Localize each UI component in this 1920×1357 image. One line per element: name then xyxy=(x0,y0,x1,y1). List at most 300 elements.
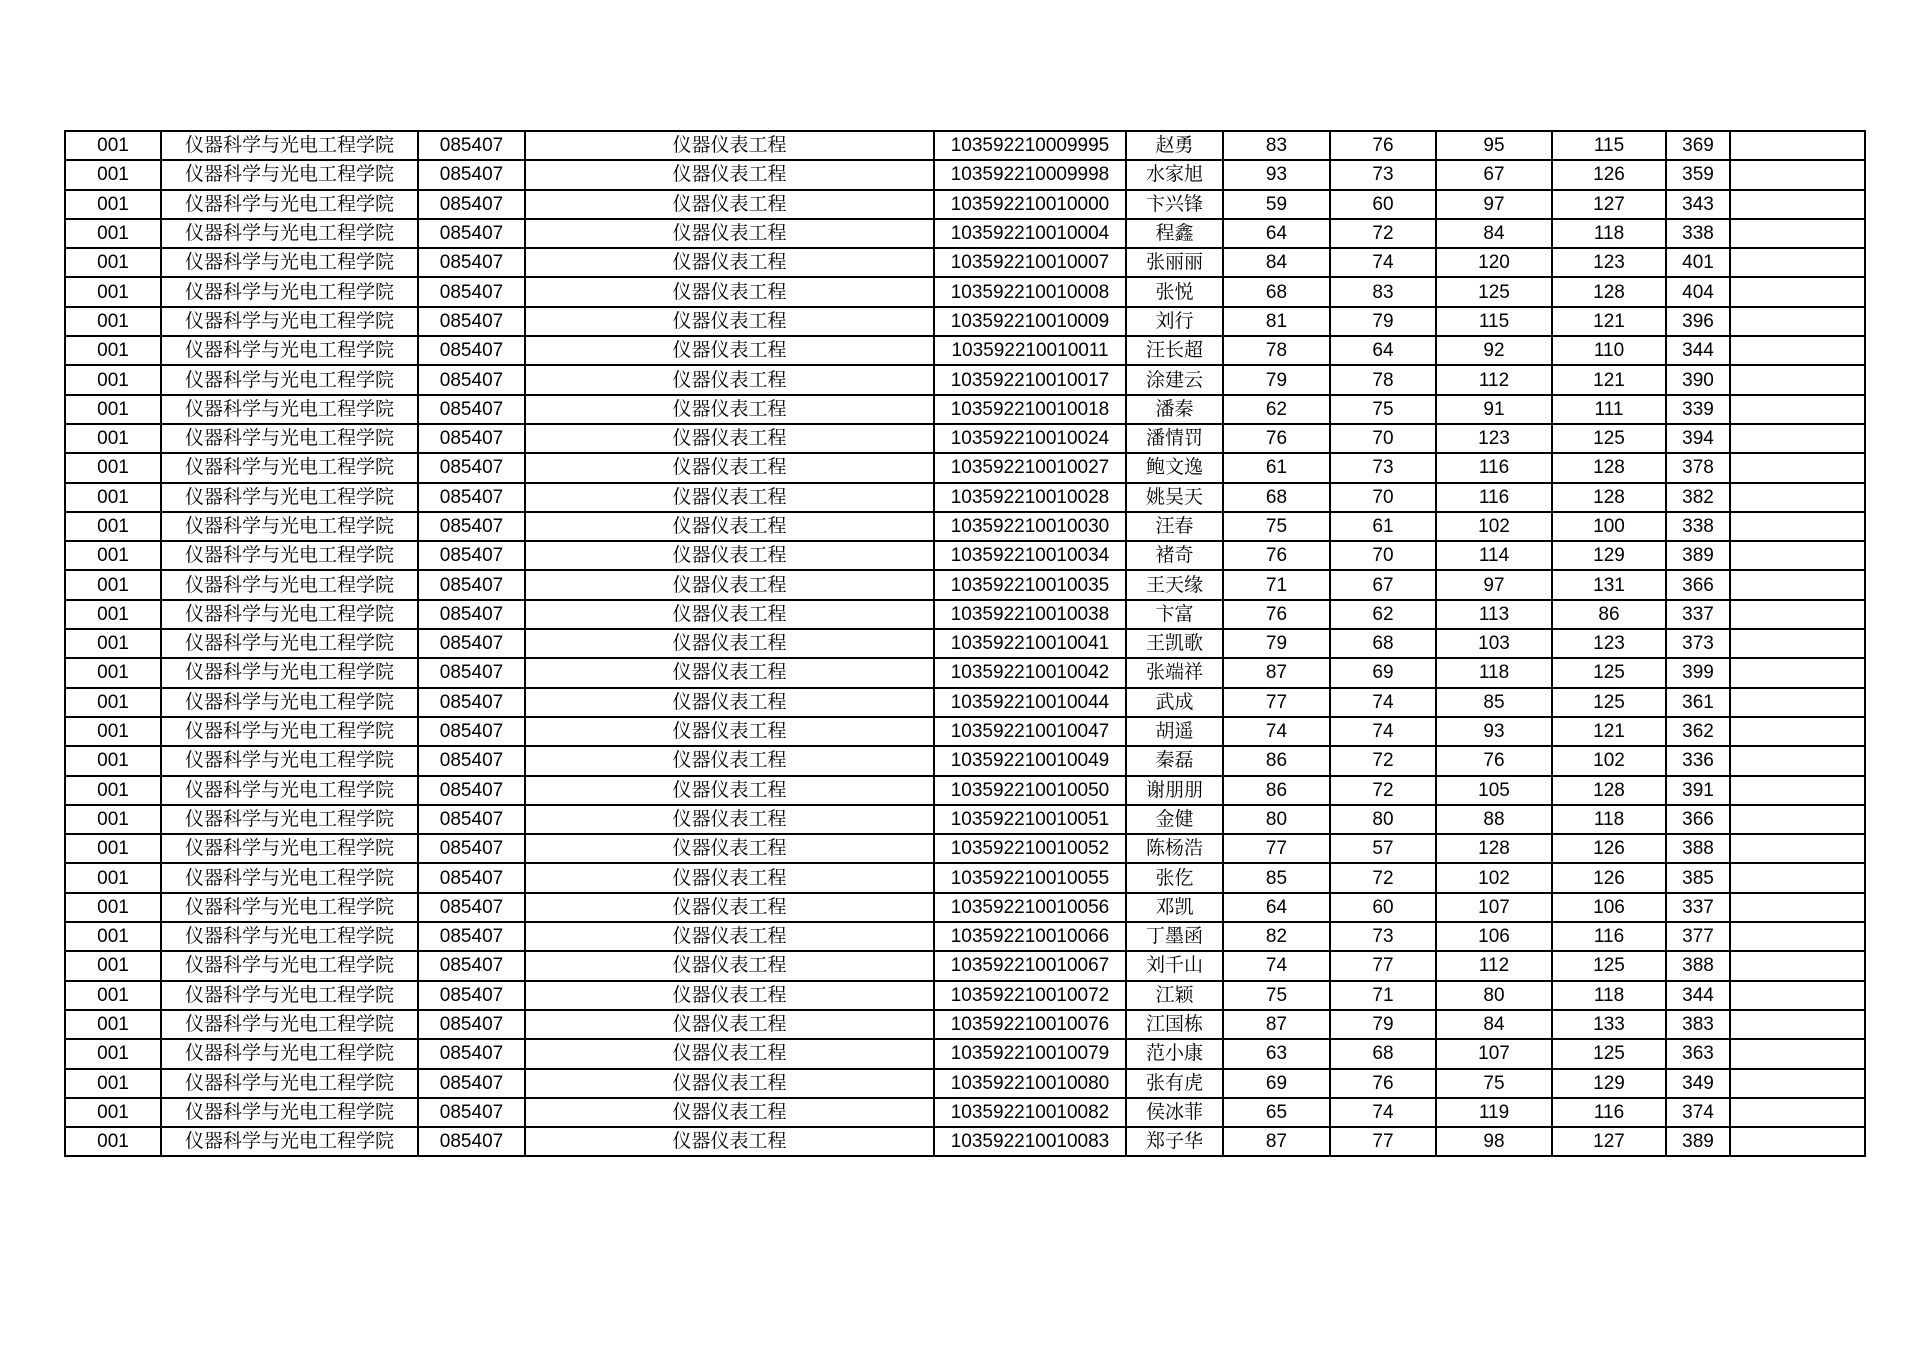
total-score-cell: 344 xyxy=(1666,981,1730,1010)
student-name-cell: 褚奇 xyxy=(1126,541,1223,570)
score-2-cell: 72 xyxy=(1330,776,1436,805)
note-cell xyxy=(1730,483,1865,512)
school-cell: 仪器科学与光电工程学院 xyxy=(161,600,418,629)
score-2-cell: 60 xyxy=(1330,190,1436,219)
score-3-cell: 88 xyxy=(1436,805,1552,834)
major-cell: 仪器仪表工程 xyxy=(525,629,934,658)
score-4-cell: 100 xyxy=(1552,512,1666,541)
table-row xyxy=(65,365,1865,394)
major-cell: 仪器仪表工程 xyxy=(525,1127,934,1156)
score-2-cell: 70 xyxy=(1330,424,1436,453)
exam-id-cell: 103592210010080 xyxy=(934,1069,1126,1098)
score-4-cell: 111 xyxy=(1552,395,1666,424)
unit-code-cell: 001 xyxy=(65,1039,161,1068)
table-row xyxy=(65,424,1865,453)
exam-id-cell: 103592210010055 xyxy=(934,863,1126,892)
student-name-cell: 涂建云 xyxy=(1126,365,1223,394)
table-row xyxy=(65,863,1865,892)
score-1-cell: 79 xyxy=(1223,629,1330,658)
school-cell: 仪器科学与光电工程学院 xyxy=(161,570,418,599)
major-code-cell: 085407 xyxy=(418,453,525,482)
exam-id-cell: 103592210010018 xyxy=(934,395,1126,424)
unit-code-cell: 001 xyxy=(65,717,161,746)
student-name-cell: 武成 xyxy=(1126,688,1223,717)
score-2-cell: 69 xyxy=(1330,658,1436,687)
school-cell: 仪器科学与光电工程学院 xyxy=(161,1127,418,1156)
school-cell: 仪器科学与光电工程学院 xyxy=(161,219,418,248)
major-code-cell: 085407 xyxy=(418,1098,525,1127)
total-score-cell: 383 xyxy=(1666,1010,1730,1039)
score-4-cell: 121 xyxy=(1552,307,1666,336)
score-3-cell: 80 xyxy=(1436,981,1552,1010)
score-3-cell: 116 xyxy=(1436,453,1552,482)
table-row xyxy=(65,248,1865,277)
exam-id-cell: 103592210010052 xyxy=(934,834,1126,863)
major-cell: 仪器仪表工程 xyxy=(525,893,934,922)
note-cell xyxy=(1730,863,1865,892)
score-4-cell: 118 xyxy=(1552,805,1666,834)
major-cell: 仪器仪表工程 xyxy=(525,248,934,277)
unit-code-cell: 001 xyxy=(65,219,161,248)
table-row xyxy=(65,219,1865,248)
note-cell xyxy=(1730,600,1865,629)
total-score-cell: 378 xyxy=(1666,453,1730,482)
major-cell: 仪器仪表工程 xyxy=(525,1069,934,1098)
score-3-cell: 102 xyxy=(1436,863,1552,892)
major-code-cell: 085407 xyxy=(418,570,525,599)
note-cell xyxy=(1730,570,1865,599)
note-cell xyxy=(1730,658,1865,687)
major-code-cell: 085407 xyxy=(418,863,525,892)
major-code-cell: 085407 xyxy=(418,981,525,1010)
score-2-cell: 76 xyxy=(1330,131,1436,160)
total-score-cell: 337 xyxy=(1666,893,1730,922)
note-cell xyxy=(1730,307,1865,336)
table-row xyxy=(65,160,1865,189)
score-1-cell: 64 xyxy=(1223,219,1330,248)
table-row xyxy=(65,951,1865,980)
school-cell: 仪器科学与光电工程学院 xyxy=(161,658,418,687)
school-cell: 仪器科学与光电工程学院 xyxy=(161,131,418,160)
major-cell: 仪器仪表工程 xyxy=(525,277,934,306)
student-name-cell: 张悦 xyxy=(1126,277,1223,306)
unit-code-cell: 001 xyxy=(65,541,161,570)
note-cell xyxy=(1730,160,1865,189)
major-cell: 仪器仪表工程 xyxy=(525,658,934,687)
major-cell: 仪器仪表工程 xyxy=(525,336,934,365)
score-4-cell: 123 xyxy=(1552,248,1666,277)
major-cell: 仪器仪表工程 xyxy=(525,1098,934,1127)
unit-code-cell: 001 xyxy=(65,483,161,512)
total-score-cell: 401 xyxy=(1666,248,1730,277)
total-score-cell: 369 xyxy=(1666,131,1730,160)
exam-id-cell: 103592210010049 xyxy=(934,746,1126,775)
exam-id-cell: 103592210010076 xyxy=(934,1010,1126,1039)
score-3-cell: 84 xyxy=(1436,219,1552,248)
score-4-cell: 127 xyxy=(1552,190,1666,219)
exam-id-cell: 103592210010027 xyxy=(934,453,1126,482)
table-row xyxy=(65,453,1865,482)
score-3-cell: 95 xyxy=(1436,131,1552,160)
note-cell xyxy=(1730,336,1865,365)
table-row xyxy=(65,1127,1865,1156)
major-code-cell: 085407 xyxy=(418,512,525,541)
score-4-cell: 106 xyxy=(1552,893,1666,922)
unit-code-cell: 001 xyxy=(65,981,161,1010)
score-1-cell: 87 xyxy=(1223,1010,1330,1039)
major-cell: 仪器仪表工程 xyxy=(525,395,934,424)
exam-id-cell: 103592210010038 xyxy=(934,600,1126,629)
table-row xyxy=(65,336,1865,365)
major-cell: 仪器仪表工程 xyxy=(525,717,934,746)
total-score-cell: 361 xyxy=(1666,688,1730,717)
score-2-cell: 57 xyxy=(1330,834,1436,863)
score-3-cell: 120 xyxy=(1436,248,1552,277)
score-1-cell: 77 xyxy=(1223,834,1330,863)
unit-code-cell: 001 xyxy=(65,629,161,658)
student-name-cell: 范小康 xyxy=(1126,1039,1223,1068)
exam-id-cell: 103592210010050 xyxy=(934,776,1126,805)
school-cell: 仪器科学与光电工程学院 xyxy=(161,746,418,775)
table-row xyxy=(65,1098,1865,1127)
score-4-cell: 86 xyxy=(1552,600,1666,629)
score-1-cell: 65 xyxy=(1223,1098,1330,1127)
total-score-cell: 362 xyxy=(1666,717,1730,746)
major-cell: 仪器仪表工程 xyxy=(525,834,934,863)
unit-code-cell: 001 xyxy=(65,746,161,775)
major-code-cell: 085407 xyxy=(418,219,525,248)
school-cell: 仪器科学与光电工程学院 xyxy=(161,834,418,863)
score-1-cell: 86 xyxy=(1223,746,1330,775)
total-score-cell: 366 xyxy=(1666,805,1730,834)
student-name-cell: 卞富 xyxy=(1126,600,1223,629)
score-4-cell: 125 xyxy=(1552,658,1666,687)
major-code-cell: 085407 xyxy=(418,717,525,746)
school-cell: 仪器科学与光电工程学院 xyxy=(161,512,418,541)
major-cell: 仪器仪表工程 xyxy=(525,951,934,980)
score-2-cell: 75 xyxy=(1330,395,1436,424)
score-3-cell: 85 xyxy=(1436,688,1552,717)
table-row xyxy=(65,600,1865,629)
score-4-cell: 110 xyxy=(1552,336,1666,365)
total-score-cell: 385 xyxy=(1666,863,1730,892)
major-code-cell: 085407 xyxy=(418,951,525,980)
score-4-cell: 118 xyxy=(1552,219,1666,248)
total-score-cell: 388 xyxy=(1666,834,1730,863)
score-3-cell: 76 xyxy=(1436,746,1552,775)
score-4-cell: 125 xyxy=(1552,424,1666,453)
exam-id-cell: 103592210010082 xyxy=(934,1098,1126,1127)
student-name-cell: 秦磊 xyxy=(1126,746,1223,775)
score-2-cell: 72 xyxy=(1330,746,1436,775)
school-cell: 仪器科学与光电工程学院 xyxy=(161,629,418,658)
exam-id-cell: 103592210010034 xyxy=(934,541,1126,570)
score-2-cell: 61 xyxy=(1330,512,1436,541)
exam-id-cell: 103592210010066 xyxy=(934,922,1126,951)
major-cell: 仪器仪表工程 xyxy=(525,365,934,394)
score-3-cell: 112 xyxy=(1436,365,1552,394)
score-3-cell: 118 xyxy=(1436,658,1552,687)
major-cell: 仪器仪表工程 xyxy=(525,512,934,541)
unit-code-cell: 001 xyxy=(65,863,161,892)
exam-id-cell: 103592210009998 xyxy=(934,160,1126,189)
major-code-cell: 085407 xyxy=(418,248,525,277)
major-code-cell: 085407 xyxy=(418,365,525,394)
unit-code-cell: 001 xyxy=(65,1010,161,1039)
major-code-cell: 085407 xyxy=(418,277,525,306)
note-cell xyxy=(1730,219,1865,248)
major-cell: 仪器仪表工程 xyxy=(525,453,934,482)
major-cell: 仪器仪表工程 xyxy=(525,219,934,248)
major-code-cell: 085407 xyxy=(418,658,525,687)
school-cell: 仪器科学与光电工程学院 xyxy=(161,483,418,512)
student-name-cell: 卞兴锋 xyxy=(1126,190,1223,219)
major-code-cell: 085407 xyxy=(418,395,525,424)
table-row xyxy=(65,658,1865,687)
score-1-cell: 63 xyxy=(1223,1039,1330,1068)
table-row xyxy=(65,570,1865,599)
school-cell: 仪器科学与光电工程学院 xyxy=(161,424,418,453)
table-row xyxy=(65,776,1865,805)
unit-code-cell: 001 xyxy=(65,600,161,629)
exam-id-cell: 103592210010079 xyxy=(934,1039,1126,1068)
exam-id-cell: 103592210010011 xyxy=(934,336,1126,365)
unit-code-cell: 001 xyxy=(65,190,161,219)
score-3-cell: 115 xyxy=(1436,307,1552,336)
major-code-cell: 085407 xyxy=(418,629,525,658)
score-1-cell: 69 xyxy=(1223,1069,1330,1098)
exam-id-cell: 103592210010024 xyxy=(934,424,1126,453)
student-name-cell: 汪春 xyxy=(1126,512,1223,541)
score-3-cell: 92 xyxy=(1436,336,1552,365)
major-cell: 仪器仪表工程 xyxy=(525,160,934,189)
unit-code-cell: 001 xyxy=(65,1069,161,1098)
score-2-cell: 74 xyxy=(1330,717,1436,746)
table-row xyxy=(65,483,1865,512)
score-4-cell: 125 xyxy=(1552,688,1666,717)
score-1-cell: 77 xyxy=(1223,688,1330,717)
score-4-cell: 128 xyxy=(1552,277,1666,306)
unit-code-cell: 001 xyxy=(65,688,161,717)
unit-code-cell: 001 xyxy=(65,160,161,189)
score-4-cell: 128 xyxy=(1552,776,1666,805)
note-cell xyxy=(1730,688,1865,717)
score-1-cell: 75 xyxy=(1223,512,1330,541)
exam-id-cell: 103592210010009 xyxy=(934,307,1126,336)
exam-id-cell: 103592210010000 xyxy=(934,190,1126,219)
school-cell: 仪器科学与光电工程学院 xyxy=(161,1039,418,1068)
school-cell: 仪器科学与光电工程学院 xyxy=(161,277,418,306)
score-1-cell: 87 xyxy=(1223,1127,1330,1156)
student-name-cell: 张有虎 xyxy=(1126,1069,1223,1098)
student-name-cell: 张仡 xyxy=(1126,863,1223,892)
note-cell xyxy=(1730,746,1865,775)
major-cell: 仪器仪表工程 xyxy=(525,746,934,775)
student-name-cell: 潘秦 xyxy=(1126,395,1223,424)
score-1-cell: 82 xyxy=(1223,922,1330,951)
unit-code-cell: 001 xyxy=(65,1098,161,1127)
student-name-cell: 郑子华 xyxy=(1126,1127,1223,1156)
total-score-cell: 388 xyxy=(1666,951,1730,980)
table-row xyxy=(65,834,1865,863)
total-score-cell: 337 xyxy=(1666,600,1730,629)
exam-id-cell: 103592210009995 xyxy=(934,131,1126,160)
score-2-cell: 78 xyxy=(1330,365,1436,394)
note-cell xyxy=(1730,395,1865,424)
student-name-cell: 谢朋朋 xyxy=(1126,776,1223,805)
table-row xyxy=(65,688,1865,717)
score-3-cell: 107 xyxy=(1436,1039,1552,1068)
total-score-cell: 344 xyxy=(1666,336,1730,365)
school-cell: 仪器科学与光电工程学院 xyxy=(161,307,418,336)
note-cell xyxy=(1730,248,1865,277)
note-cell xyxy=(1730,190,1865,219)
score-2-cell: 83 xyxy=(1330,277,1436,306)
table-row xyxy=(65,746,1865,775)
unit-code-cell: 001 xyxy=(65,336,161,365)
student-name-cell: 刘千山 xyxy=(1126,951,1223,980)
total-score-cell: 349 xyxy=(1666,1069,1730,1098)
score-2-cell: 73 xyxy=(1330,453,1436,482)
note-cell xyxy=(1730,1127,1865,1156)
note-cell xyxy=(1730,629,1865,658)
school-cell: 仪器科学与光电工程学院 xyxy=(161,1069,418,1098)
exam-id-cell: 103592210010030 xyxy=(934,512,1126,541)
note-cell xyxy=(1730,365,1865,394)
score-2-cell: 80 xyxy=(1330,805,1436,834)
unit-code-cell: 001 xyxy=(65,248,161,277)
student-name-cell: 陈杨浩 xyxy=(1126,834,1223,863)
score-1-cell: 78 xyxy=(1223,336,1330,365)
score-1-cell: 61 xyxy=(1223,453,1330,482)
score-1-cell: 84 xyxy=(1223,248,1330,277)
score-3-cell: 103 xyxy=(1436,629,1552,658)
table-row xyxy=(65,131,1865,160)
total-score-cell: 336 xyxy=(1666,746,1730,775)
score-3-cell: 67 xyxy=(1436,160,1552,189)
score-2-cell: 67 xyxy=(1330,570,1436,599)
student-name-cell: 邓凯 xyxy=(1126,893,1223,922)
student-name-cell: 潘情罚 xyxy=(1126,424,1223,453)
score-1-cell: 74 xyxy=(1223,951,1330,980)
score-1-cell: 83 xyxy=(1223,131,1330,160)
student-name-cell: 胡遥 xyxy=(1126,717,1223,746)
score-4-cell: 125 xyxy=(1552,951,1666,980)
score-1-cell: 74 xyxy=(1223,717,1330,746)
score-2-cell: 72 xyxy=(1330,863,1436,892)
exam-id-cell: 103592210010028 xyxy=(934,483,1126,512)
school-cell: 仪器科学与光电工程学院 xyxy=(161,453,418,482)
score-2-cell: 68 xyxy=(1330,1039,1436,1068)
score-1-cell: 81 xyxy=(1223,307,1330,336)
score-1-cell: 87 xyxy=(1223,658,1330,687)
score-4-cell: 126 xyxy=(1552,863,1666,892)
student-name-cell: 赵勇 xyxy=(1126,131,1223,160)
exam-id-cell: 103592210010067 xyxy=(934,951,1126,980)
score-4-cell: 129 xyxy=(1552,541,1666,570)
major-cell: 仪器仪表工程 xyxy=(525,863,934,892)
table-row xyxy=(65,893,1865,922)
exam-id-cell: 103592210010042 xyxy=(934,658,1126,687)
score-2-cell: 60 xyxy=(1330,893,1436,922)
score-3-cell: 107 xyxy=(1436,893,1552,922)
exam-id-cell: 103592210010056 xyxy=(934,893,1126,922)
major-cell: 仪器仪表工程 xyxy=(525,541,934,570)
table-row xyxy=(65,981,1865,1010)
school-cell: 仪器科学与光电工程学院 xyxy=(161,776,418,805)
total-score-cell: 404 xyxy=(1666,277,1730,306)
major-code-cell: 085407 xyxy=(418,805,525,834)
score-3-cell: 84 xyxy=(1436,1010,1552,1039)
score-4-cell: 126 xyxy=(1552,160,1666,189)
major-cell: 仪器仪表工程 xyxy=(525,805,934,834)
major-code-cell: 085407 xyxy=(418,307,525,336)
school-cell: 仪器科学与光电工程学院 xyxy=(161,395,418,424)
note-cell xyxy=(1730,717,1865,746)
score-2-cell: 79 xyxy=(1330,307,1436,336)
major-code-cell: 085407 xyxy=(418,131,525,160)
score-3-cell: 97 xyxy=(1436,190,1552,219)
note-cell xyxy=(1730,893,1865,922)
note-cell xyxy=(1730,277,1865,306)
note-cell xyxy=(1730,1039,1865,1068)
major-code-cell: 085407 xyxy=(418,834,525,863)
score-table xyxy=(64,130,1866,1157)
major-cell: 仪器仪表工程 xyxy=(525,922,934,951)
table-row xyxy=(65,1010,1865,1039)
score-4-cell: 128 xyxy=(1552,483,1666,512)
score-4-cell: 116 xyxy=(1552,1098,1666,1127)
total-score-cell: 373 xyxy=(1666,629,1730,658)
score-4-cell: 127 xyxy=(1552,1127,1666,1156)
score-4-cell: 126 xyxy=(1552,834,1666,863)
score-2-cell: 70 xyxy=(1330,541,1436,570)
score-2-cell: 73 xyxy=(1330,922,1436,951)
total-score-cell: 396 xyxy=(1666,307,1730,336)
score-3-cell: 98 xyxy=(1436,1127,1552,1156)
score-3-cell: 119 xyxy=(1436,1098,1552,1127)
exam-id-cell: 103592210010041 xyxy=(934,629,1126,658)
score-1-cell: 59 xyxy=(1223,190,1330,219)
score-4-cell: 115 xyxy=(1552,131,1666,160)
exam-id-cell: 103592210010004 xyxy=(934,219,1126,248)
unit-code-cell: 001 xyxy=(65,893,161,922)
note-cell xyxy=(1730,981,1865,1010)
table-row xyxy=(65,512,1865,541)
student-name-cell: 汪长超 xyxy=(1126,336,1223,365)
score-3-cell: 105 xyxy=(1436,776,1552,805)
major-code-cell: 085407 xyxy=(418,190,525,219)
score-3-cell: 91 xyxy=(1436,395,1552,424)
school-cell: 仪器科学与光电工程学院 xyxy=(161,1010,418,1039)
total-score-cell: 374 xyxy=(1666,1098,1730,1127)
score-2-cell: 74 xyxy=(1330,688,1436,717)
note-cell xyxy=(1730,453,1865,482)
score-3-cell: 114 xyxy=(1436,541,1552,570)
score-1-cell: 68 xyxy=(1223,483,1330,512)
score-1-cell: 80 xyxy=(1223,805,1330,834)
score-1-cell: 76 xyxy=(1223,541,1330,570)
major-cell: 仪器仪表工程 xyxy=(525,131,934,160)
total-score-cell: 338 xyxy=(1666,512,1730,541)
student-name-cell: 王凯歌 xyxy=(1126,629,1223,658)
score-2-cell: 70 xyxy=(1330,483,1436,512)
exam-id-cell: 103592210010008 xyxy=(934,277,1126,306)
note-cell xyxy=(1730,1069,1865,1098)
student-name-cell: 姚吴天 xyxy=(1126,483,1223,512)
note-cell xyxy=(1730,951,1865,980)
exam-id-cell: 103592210010047 xyxy=(934,717,1126,746)
